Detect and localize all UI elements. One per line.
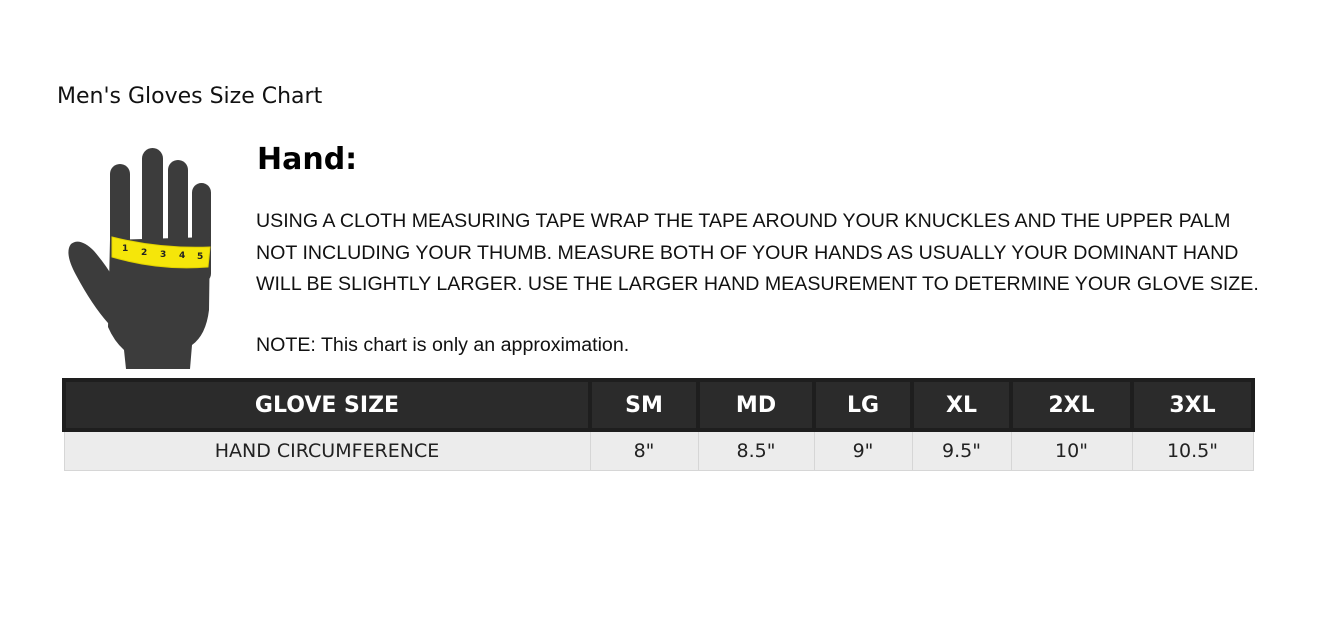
tape-mark-5: 5 [197, 252, 204, 262]
tape-mark-3: 3 [160, 250, 167, 260]
instructions-line: NOT INCLUDING YOUR THUMB. MEASURE BOTH OF YOUR HANDS AS USUALLY YOUR DOMINANT HAND [256, 241, 1239, 264]
row-label: HAND CIRCUMFERENCE [64, 430, 590, 471]
header-2xl: 2XL [1011, 380, 1132, 430]
cell-2xl: 10" [1011, 430, 1132, 471]
header-3xl: 3XL [1132, 380, 1253, 430]
instructions-line: USING A CLOTH MEASURING TAPE WRAP THE TAPE AROUND YOUR KNUCKLES AND THE UPPER PALM [256, 210, 1231, 232]
cell-md: 8.5" [698, 430, 814, 471]
header-xl: XL [912, 380, 1011, 430]
instructions-text [256, 206, 1259, 301]
header-lg: LG [814, 380, 912, 430]
header-md: MD [698, 380, 814, 430]
page-title: Men's Gloves Size Chart [57, 84, 323, 109]
section-heading: Hand: [257, 142, 358, 177]
cell-xl: 9.5" [912, 430, 1011, 471]
tape-mark-1: 1 [122, 244, 129, 254]
table-header-row [64, 380, 1253, 430]
instructions-line: WILL BE SLIGHTLY LARGER. USE THE LARGER HAND MEASUREMENT TO DETERMINE YOUR GLOVE SIZE. [256, 273, 1259, 295]
tape-mark-4: 4 [179, 251, 186, 261]
cell-3xl: 10.5" [1132, 430, 1253, 471]
cell-lg: 9" [814, 430, 912, 471]
approximation-note: NOTE: This chart is only an approximation. [256, 334, 630, 356]
table-row [64, 430, 1253, 471]
header-sm: SM [590, 380, 698, 430]
header-glove-size: GLOVE SIZE [64, 380, 590, 430]
tape-mark-2: 2 [141, 248, 148, 258]
cell-sm: 8" [590, 430, 698, 471]
hand-measuring-tape-icon [62, 145, 218, 373]
glove-size-table [62, 378, 1255, 471]
